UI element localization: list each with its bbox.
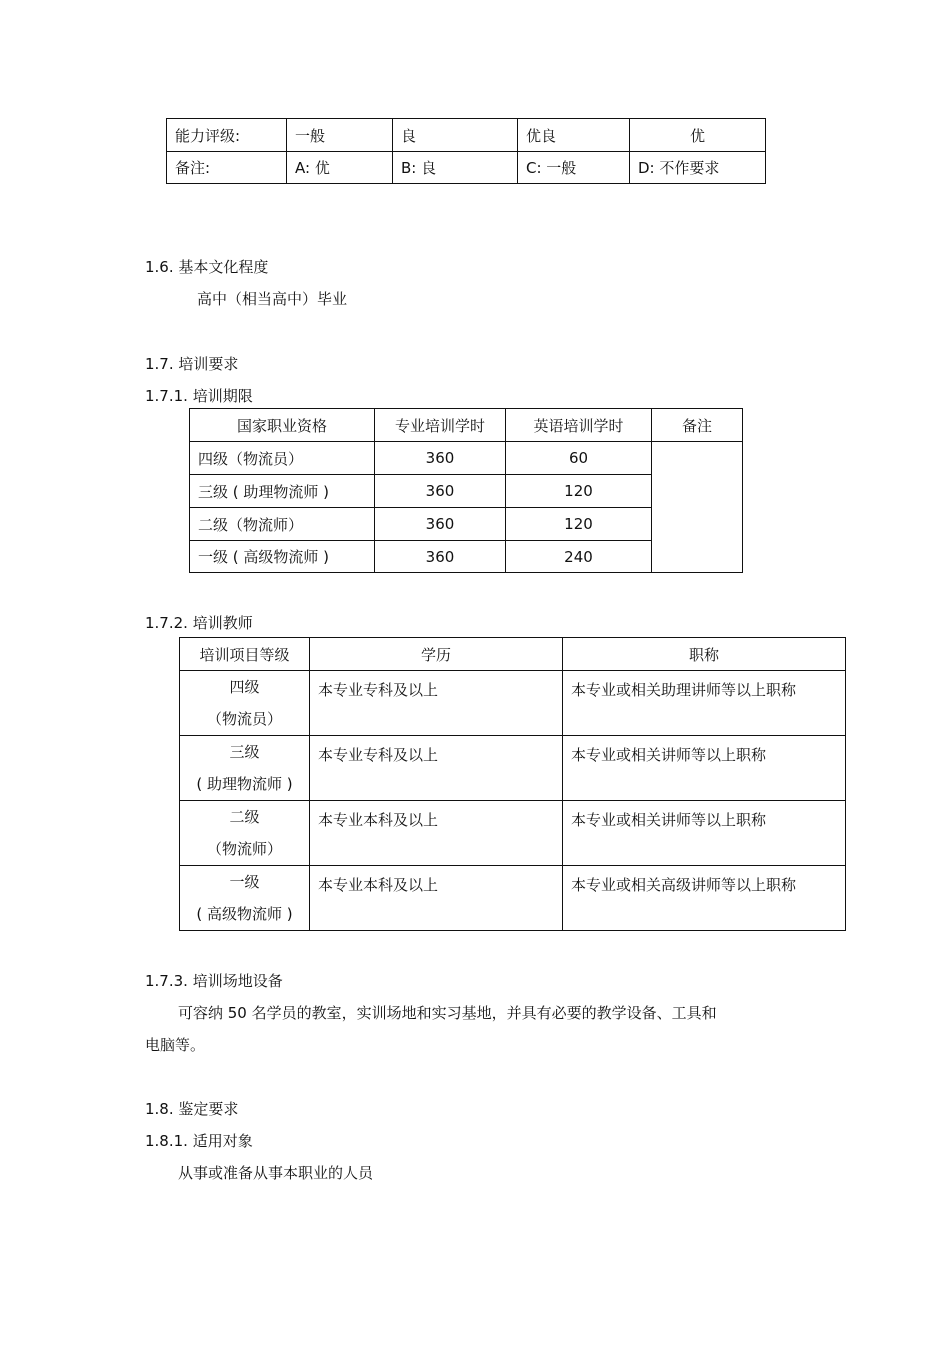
section-1-7-2-heading: 1.7.2. 培训教师 xyxy=(145,614,253,632)
rating-very-good: 优良 xyxy=(518,119,630,152)
table-cell: 360 xyxy=(375,541,506,573)
level-cell xyxy=(180,866,310,931)
header-project-level: 培训项目等级 xyxy=(180,638,310,671)
level-name: 三级 xyxy=(229,743,260,761)
section-1-6-heading: 1.6. 基本文化程度 xyxy=(145,258,269,276)
level-role: （物流师） xyxy=(206,840,282,858)
section-1-8-heading: 1.8. 鉴定要求 xyxy=(145,1100,239,1118)
table-cell: 120 xyxy=(506,475,652,508)
section-1-7-heading: 1.7. 培训要求 xyxy=(145,355,239,373)
rating-general: 一般 xyxy=(287,119,393,152)
level-role: ( 高级物流师 ) xyxy=(196,905,293,923)
rating-excellent: 优 xyxy=(630,119,766,152)
header-education: 学历 xyxy=(310,638,563,671)
education-cell: 本专业专科及以上 xyxy=(310,671,563,736)
education-cell: 本专业本科及以上 xyxy=(310,866,563,931)
remark-a: A: 优 xyxy=(287,152,393,184)
title-cell: 本专业或相关讲师等以上职称 xyxy=(563,801,846,866)
rating-good: 良 xyxy=(393,119,518,152)
section-1-7-1-heading: 1.7.1. 培训期限 xyxy=(145,387,253,405)
table-cell: 60 xyxy=(506,442,652,475)
level-role: （物流员） xyxy=(206,710,282,728)
remark-label: 备注: xyxy=(167,152,287,184)
section-1-8-1-heading: 1.8.1. 适用对象 xyxy=(145,1132,253,1150)
table-cell: 二级（物流师） xyxy=(190,508,375,541)
rating-label: 能力评级: xyxy=(167,119,287,152)
level-cell xyxy=(180,671,310,736)
title-cell: 本专业或相关高级讲师等以上职称 xyxy=(563,866,846,931)
section-1-8-1-body: 从事或准备从事本职业的人员 xyxy=(178,1164,374,1182)
remarks-cell xyxy=(652,442,743,573)
table-cell: 三级 ( 助理物流师 ) xyxy=(190,475,375,508)
header-professional-hours: 专业培训学时 xyxy=(375,409,506,442)
title-cell: 本专业或相关讲师等以上职称 xyxy=(563,736,846,801)
title-cell: 本专业或相关助理讲师等以上职称 xyxy=(563,671,846,736)
table-cell: 240 xyxy=(506,541,652,573)
level-role: ( 助理物流师 ) xyxy=(196,775,293,793)
header-qualification: 国家职业资格 xyxy=(190,409,375,442)
table-cell: 四级（物流员） xyxy=(190,442,375,475)
table-cell: 360 xyxy=(375,508,506,541)
level-name: 二级 xyxy=(229,808,260,826)
table-cell: 一级 ( 高级物流师 ) xyxy=(190,541,375,573)
section-1-7-3-heading: 1.7.3. 培训场地设备 xyxy=(145,972,283,990)
rating-table xyxy=(166,118,766,184)
table-cell: 360 xyxy=(375,442,506,475)
level-name: 四级 xyxy=(229,678,260,696)
education-cell: 本专业专科及以上 xyxy=(310,736,563,801)
remark-c: C: 一般 xyxy=(518,152,630,184)
header-remarks: 备注 xyxy=(652,409,743,442)
remark-d: D: 不作要求 xyxy=(630,152,766,184)
table-cell: 360 xyxy=(375,475,506,508)
header-english-hours: 英语培训学时 xyxy=(506,409,652,442)
remark-b: B: 良 xyxy=(393,152,518,184)
section-1-6-body: 高中（相当高中）毕业 xyxy=(197,290,348,308)
section-1-7-3-line2: 电脑等。 xyxy=(145,1036,206,1054)
training-teacher-table xyxy=(179,637,846,931)
education-cell: 本专业本科及以上 xyxy=(310,801,563,866)
level-cell xyxy=(180,736,310,801)
table-cell: 120 xyxy=(506,508,652,541)
training-period-table xyxy=(189,408,743,573)
section-1-7-3-line1: 可容纳 50 名学员的教室，实训场地和实习基地，并具有必要的教学设备、工具和 xyxy=(178,1004,717,1022)
level-cell xyxy=(180,801,310,866)
header-title: 职称 xyxy=(563,638,846,671)
level-name: 一级 xyxy=(229,873,260,891)
